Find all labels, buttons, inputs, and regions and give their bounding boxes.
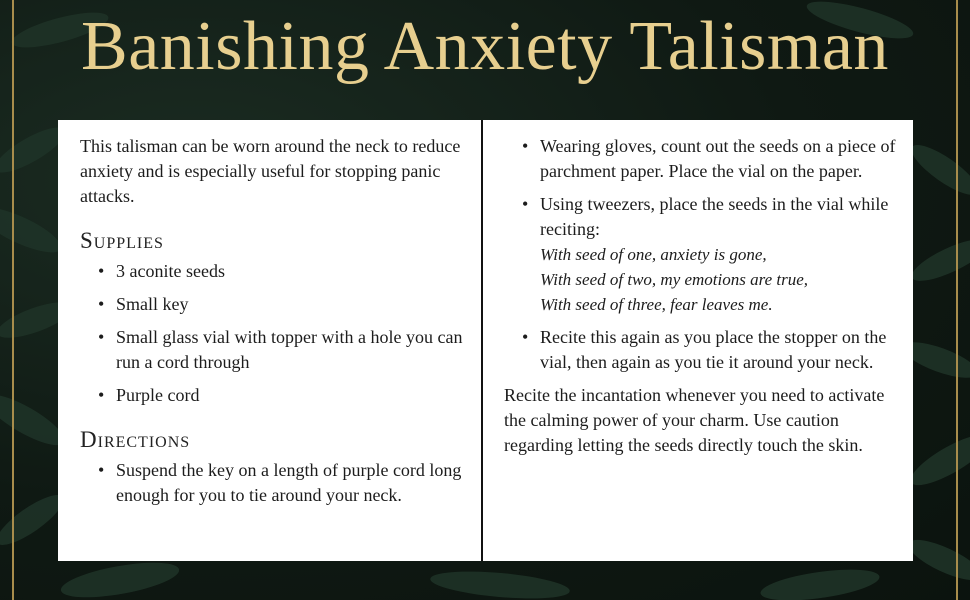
direction-step-text: Using tweezers, place the seeds in the vial while reciting:: [540, 194, 889, 239]
closing-text: Recite the incantation whenever you need to activate the calming power of your charm. Use caution regarding letting the seeds directly touch the skin.: [504, 385, 885, 455]
directions-list-right: [504, 134, 899, 375]
supplies-list: [80, 259, 465, 408]
supplies-heading: Supplies: [80, 228, 164, 253]
direction-step-with-incantation: [504, 192, 899, 317]
directions-list-left: [80, 458, 465, 508]
direction-step: • Recite this again as you place the stopper on the vial, then again as you tie it around your neck.: [504, 325, 899, 375]
left-column: [80, 134, 465, 516]
supply-item: • Small key: [80, 292, 465, 317]
intro-text: This talisman can be worn around the neck to reduce anxiety and is especially useful for stopping panic attacks.: [80, 136, 461, 206]
supply-item: • Purple cord: [80, 383, 465, 408]
page-title: Banishing Anxiety Talisman: [81, 8, 889, 85]
incantation-line: With seed of three, fear leaves me.: [540, 295, 773, 314]
recipe-card: [58, 120, 913, 561]
gold-frame-right: [956, 0, 958, 600]
column-divider: [481, 120, 483, 561]
direction-step: • Wearing gloves, count out the seeds on a piece of parchment paper. Place the vial on the paper.: [504, 134, 899, 184]
incantation-line: With seed of two, my emotions are true,: [540, 270, 809, 289]
directions-heading: Directions: [80, 427, 191, 452]
incantation-line: With seed of one, anxiety is gone,: [540, 245, 767, 264]
right-column: [504, 134, 899, 467]
supply-item: • Small glass vial with topper with a hole you can run a cord through: [80, 325, 465, 375]
supply-item: • 3 aconite seeds: [80, 259, 465, 284]
gold-frame-left: [12, 0, 14, 600]
direction-step: • Suspend the key on a length of purple cord long enough for you to tie around your neck.: [80, 458, 465, 508]
